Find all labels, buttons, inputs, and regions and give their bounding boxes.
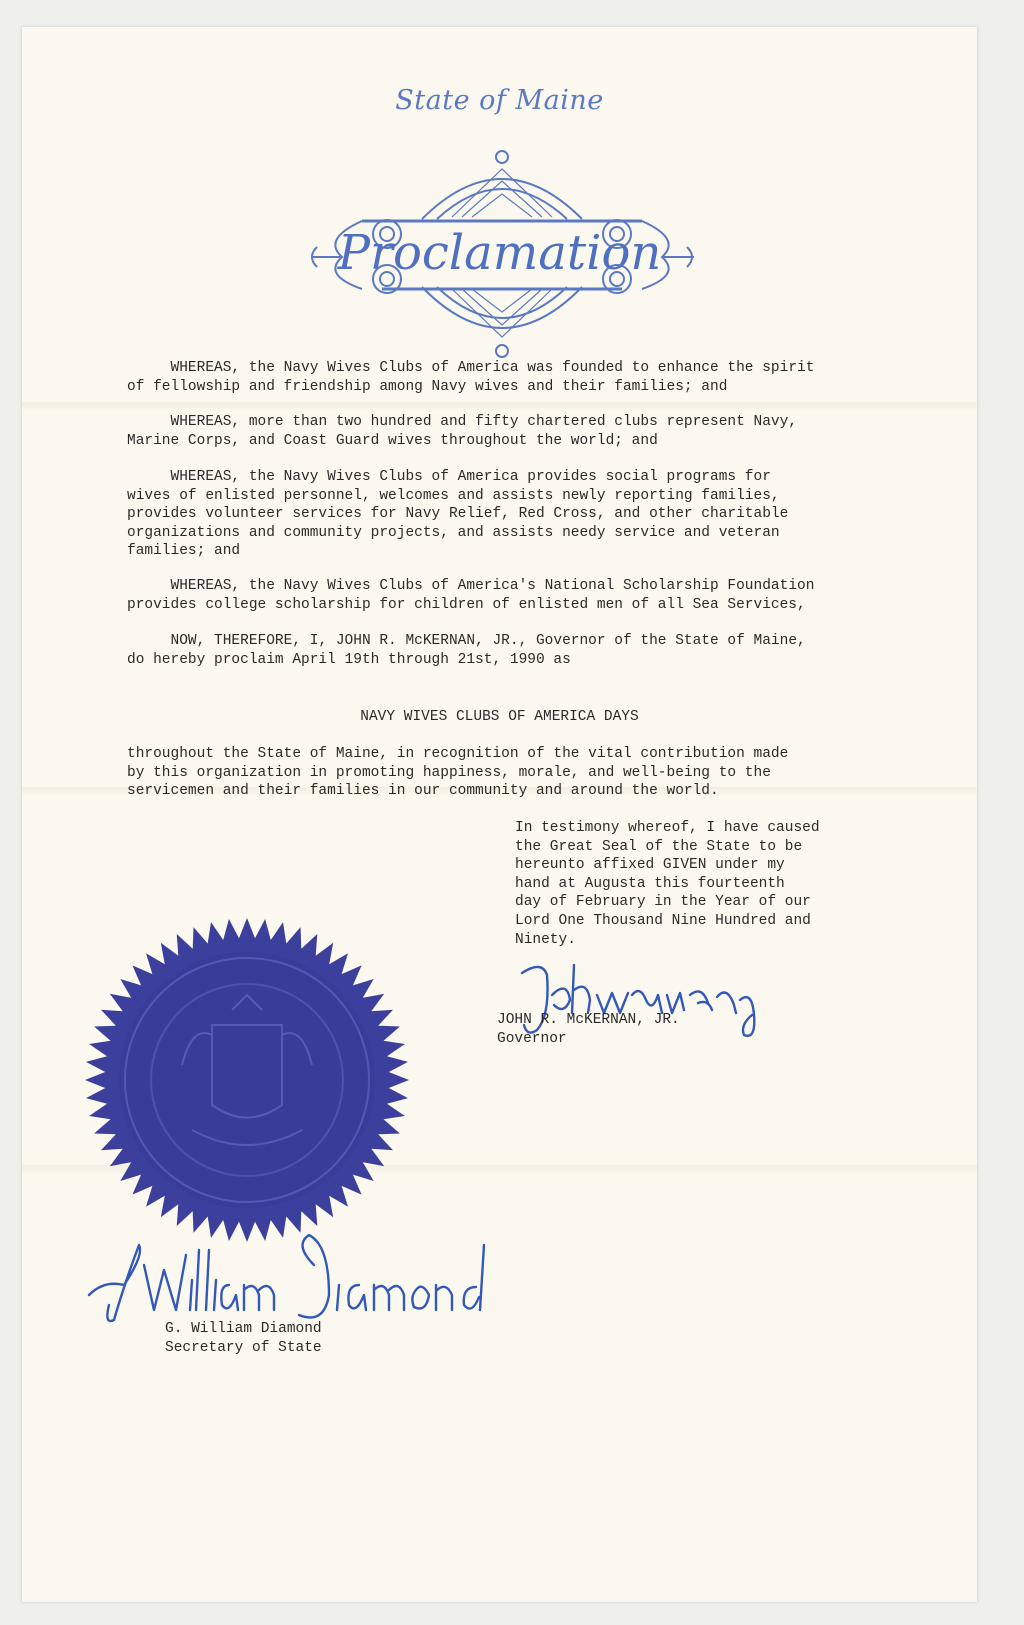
proclamation-document <box>22 27 977 1602</box>
secretary-name: G. William Diamond <box>165 1321 322 1337</box>
whereas-paragraph-2: WHEREAS, more than two hundred and fifty chartered clubs represent Navy, Marine Corps, and Coast Guard wives throughout the world; and <box>127 414 798 449</box>
closing-paragraph: throughout the State of Maine, in recognition of the vital contribution made by this organization in promoting happiness, morale, and well-being to the servicemen and their families in our community and around the world. <box>127 746 789 800</box>
secretary-title: Secretary of State <box>165 1340 322 1356</box>
state-heading: State of Maine <box>395 85 604 116</box>
state-seal-icon <box>82 915 412 1245</box>
whereas-paragraph-1: WHEREAS, the Navy Wives Clubs of America was founded to enhance the spirit of fellowship and friendship among Navy wives and their families; and <box>127 360 815 395</box>
governor-name: JOHN R. McKERNAN, JR. <box>497 1012 680 1028</box>
whereas-paragraph-4: WHEREAS, the Navy Wives Clubs of America's National Scholarship Foundation provides college scholarship for children of enlisted men of all Sea Services, <box>127 578 815 613</box>
whereas-paragraph-3: WHEREAS, the Navy Wives Clubs of America provides social programs for wives of enlisted personnel, welcomes and assists newly reporting families, provides volunteer services for Navy Relief, Red Cross, and other charitable organizations and community projects, and assists needy service and veteran families; and <box>127 469 789 560</box>
paper-fold <box>22 402 977 412</box>
designation-line: NAVY WIVES CLUBS OF AMERICA DAYS <box>360 709 639 725</box>
governor-title: Governor <box>497 1031 567 1047</box>
testimony-clause: In testimony whereof, I have caused the Great Seal of the State to be hereunto affixed GIVEN under my hand at Augusta this fourteenth day of February in the Year of our Lord One Thousand Nine Hundred and Ninety. <box>515 820 820 948</box>
secretary-signature <box>84 1225 504 1335</box>
proclamation-title: Proclamation <box>337 225 662 281</box>
therefore-paragraph: NOW, THEREFORE, I, JOHN R. McKERNAN, JR., Governor of the State of Maine, do hereby proclaim April 19th through 21st, 1990 as <box>127 633 806 668</box>
